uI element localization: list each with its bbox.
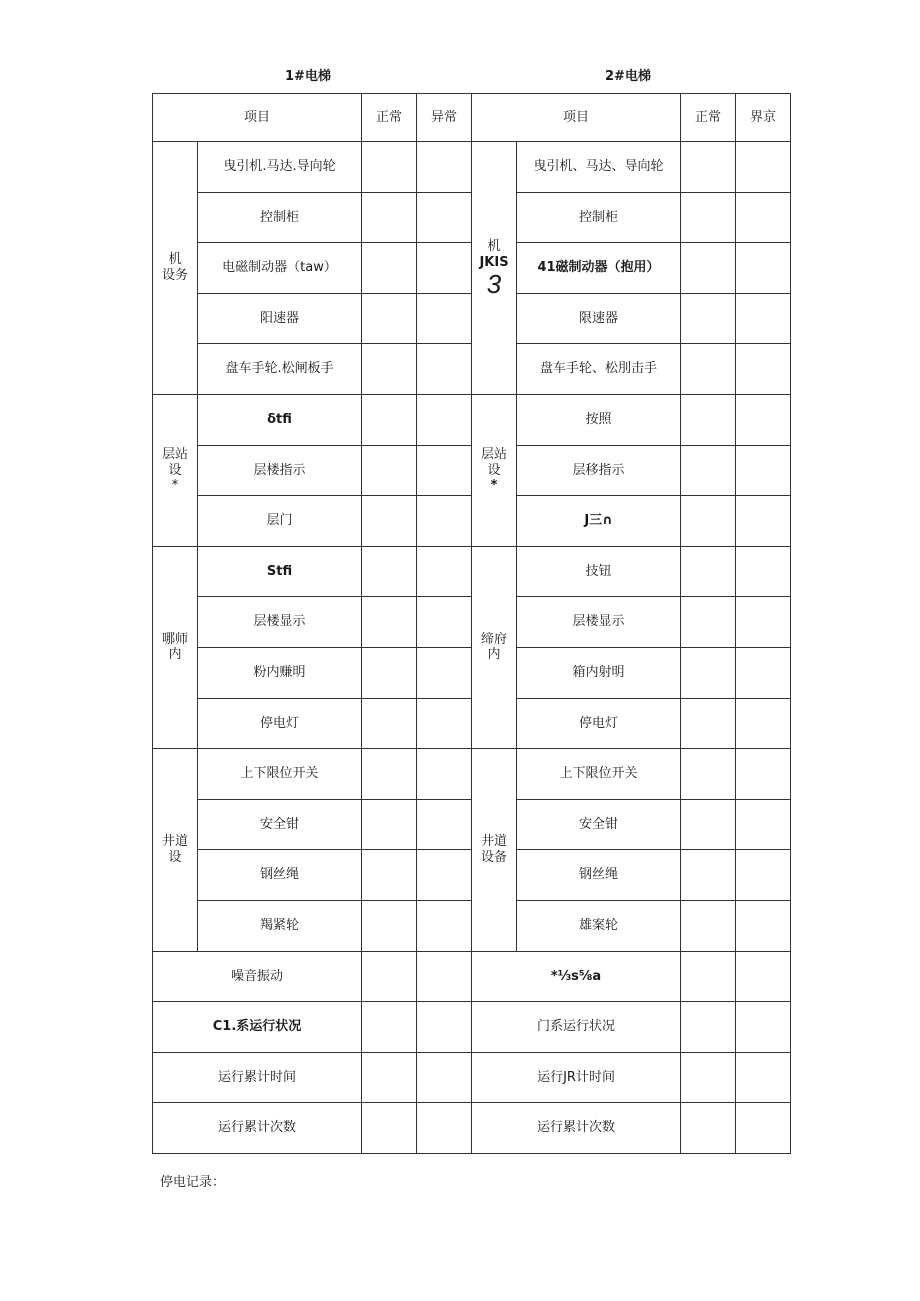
wide-item-right: *⅓s⅝a — [472, 951, 681, 1002]
check-normal-left[interactable] — [362, 394, 417, 445]
check-normal-left[interactable] — [362, 647, 417, 698]
check-abnormal-right[interactable] — [736, 546, 791, 597]
check-abnormal-right[interactable] — [736, 951, 791, 1002]
category-car-left: 哪师 内 — [153, 546, 198, 748]
check-normal-right[interactable] — [681, 749, 736, 800]
check-normal-left[interactable] — [362, 142, 417, 193]
check-abnormal-left[interactable] — [417, 647, 472, 698]
item-left: 停电灯 — [198, 698, 362, 749]
check-abnormal-left[interactable] — [417, 394, 472, 445]
category-machine-right: 机 JKIS 3 — [472, 142, 517, 395]
check-normal-right[interactable] — [681, 1103, 736, 1154]
check-abnormal-right[interactable] — [736, 142, 791, 193]
header-normal-left: 正常 — [362, 94, 417, 142]
check-abnormal-left[interactable] — [417, 344, 472, 395]
category-landing-right: 层站 设 * — [472, 394, 517, 546]
item-left: 羯紧轮 — [198, 900, 362, 951]
check-abnormal-right[interactable] — [736, 1052, 791, 1103]
check-normal-right[interactable] — [681, 344, 736, 395]
check-normal-left[interactable] — [362, 496, 417, 547]
item-left: 阳速器 — [198, 293, 362, 344]
power-outage-record-label: 停电记录： — [160, 1175, 226, 1190]
check-abnormal-left[interactable] — [417, 597, 472, 648]
check-normal-left[interactable] — [362, 900, 417, 951]
wide-item-left: 运行累计次数 — [153, 1103, 362, 1154]
header-row — [153, 94, 791, 142]
item-right: 限速器 — [517, 293, 681, 344]
check-normal-right[interactable] — [681, 394, 736, 445]
check-abnormal-left[interactable] — [417, 192, 472, 243]
check-abnormal-right[interactable] — [736, 344, 791, 395]
check-normal-right[interactable] — [681, 597, 736, 648]
check-abnormal-left[interactable] — [417, 900, 472, 951]
check-normal-left[interactable] — [362, 1002, 417, 1053]
check-abnormal-right[interactable] — [736, 597, 791, 648]
item-left: 层楼指示 — [198, 445, 362, 496]
item-right: 钢丝绳 — [517, 850, 681, 901]
check-abnormal-right[interactable] — [736, 293, 791, 344]
check-normal-left[interactable] — [362, 850, 417, 901]
check-abnormal-right[interactable] — [736, 749, 791, 800]
check-abnormal-right[interactable] — [736, 900, 791, 951]
check-normal-right[interactable] — [681, 1052, 736, 1103]
check-normal-right[interactable] — [681, 496, 736, 547]
item-right: 雄案轮 — [517, 900, 681, 951]
category-car-right: 缔府 内 — [472, 546, 517, 748]
check-abnormal-right[interactable] — [736, 496, 791, 547]
check-normal-right[interactable] — [681, 850, 736, 901]
wide-item-right: 运行JR计时间 — [472, 1052, 681, 1103]
check-normal-right[interactable] — [681, 698, 736, 749]
check-abnormal-left[interactable] — [417, 293, 472, 344]
check-normal-left[interactable] — [362, 749, 417, 800]
item-left: 曳引机.马达.导向轮 — [198, 142, 362, 193]
check-abnormal-right[interactable] — [736, 799, 791, 850]
wide-item-left: C1.系运行状况 — [153, 1002, 362, 1053]
check-normal-left[interactable] — [362, 799, 417, 850]
check-abnormal-left[interactable] — [417, 850, 472, 901]
table-row — [153, 951, 791, 1002]
item-left: 盘车手轮.松闸板手 — [198, 344, 362, 395]
table-row — [153, 749, 791, 800]
check-abnormal-left[interactable] — [417, 1103, 472, 1154]
item-right: 箱内射明 — [517, 647, 681, 698]
item-right: 41磁制动器（抱用） — [517, 243, 681, 294]
check-normal-right[interactable] — [681, 647, 736, 698]
check-normal-left[interactable] — [362, 243, 417, 294]
category-shaft-right: 井道 设备 — [472, 749, 517, 951]
item-right: 按照 — [517, 394, 681, 445]
item-right: 层移指示 — [517, 445, 681, 496]
category-landing-left: 层站 设 * — [153, 394, 198, 546]
item-right: J三∩ — [517, 496, 681, 547]
check-abnormal-right[interactable] — [736, 1002, 791, 1053]
item-left: δtfi — [198, 394, 362, 445]
check-normal-left[interactable] — [362, 698, 417, 749]
check-abnormal-left[interactable] — [417, 546, 472, 597]
check-abnormal-left[interactable] — [417, 243, 472, 294]
inspection-table — [152, 93, 791, 1154]
table-row — [153, 394, 791, 445]
elevator-1-title: 1#电梯 — [285, 69, 331, 84]
check-normal-left[interactable] — [362, 546, 417, 597]
check-normal-right[interactable] — [681, 951, 736, 1002]
item-left: 上下限位开关 — [198, 749, 362, 800]
check-abnormal-right[interactable] — [736, 647, 791, 698]
check-abnormal-left[interactable] — [417, 1052, 472, 1103]
check-abnormal-right[interactable] — [736, 394, 791, 445]
header-normal-right: 正常 — [681, 94, 736, 142]
check-normal-right[interactable] — [681, 900, 736, 951]
check-abnormal-left[interactable] — [417, 1002, 472, 1053]
check-normal-left[interactable] — [362, 293, 417, 344]
check-abnormal-left[interactable] — [417, 951, 472, 1002]
check-abnormal-right[interactable] — [736, 1103, 791, 1154]
item-right: 曳引机、马达、导向轮 — [517, 142, 681, 193]
check-normal-left[interactable] — [362, 344, 417, 395]
check-normal-left[interactable] — [362, 1103, 417, 1154]
wide-item-left: 噪音振动 — [153, 951, 362, 1002]
item-right: 盘车手轮、松刖击手 — [517, 344, 681, 395]
table-row — [153, 1103, 791, 1154]
category-machine-left: 机 设务 — [153, 142, 198, 395]
check-normal-left[interactable] — [362, 951, 417, 1002]
check-normal-left[interactable] — [362, 597, 417, 648]
item-left: 层楼显示 — [198, 597, 362, 648]
item-left: Stfi — [198, 546, 362, 597]
item-right: 层楼显示 — [517, 597, 681, 648]
check-abnormal-right[interactable] — [736, 445, 791, 496]
table-row — [153, 142, 791, 193]
table-row — [153, 1002, 791, 1053]
item-left: 钢丝绳 — [198, 850, 362, 901]
item-right: 技钮 — [517, 546, 681, 597]
item-left: 安全钳 — [198, 799, 362, 850]
check-abnormal-left[interactable] — [417, 799, 472, 850]
check-normal-right[interactable] — [681, 445, 736, 496]
check-normal-left[interactable] — [362, 192, 417, 243]
elevator-2-title: 2#电梯 — [605, 69, 651, 84]
category-shaft-left: 井道 设 — [153, 749, 198, 951]
check-normal-right[interactable] — [681, 142, 736, 193]
header-item-left: 项目 — [153, 94, 362, 142]
check-normal-right[interactable] — [681, 799, 736, 850]
check-normal-right[interactable] — [681, 192, 736, 243]
check-abnormal-left[interactable] — [417, 445, 472, 496]
header-item-right: 项目 — [472, 94, 681, 142]
header-abnormal-right: 界京 — [736, 94, 791, 142]
wide-item-left: 运行累计时间 — [153, 1052, 362, 1103]
check-normal-right[interactable] — [681, 1002, 736, 1053]
check-abnormal-left[interactable] — [417, 142, 472, 193]
check-normal-left[interactable] — [362, 1052, 417, 1103]
wide-item-right: 运行累计次数 — [472, 1103, 681, 1154]
table-row — [153, 1052, 791, 1103]
item-left: 电磁制动器（taw） — [198, 243, 362, 294]
check-abnormal-left[interactable] — [417, 749, 472, 800]
check-normal-right[interactable] — [681, 546, 736, 597]
check-abnormal-right[interactable] — [736, 243, 791, 294]
check-abnormal-right[interactable] — [736, 192, 791, 243]
check-abnormal-left[interactable] — [417, 698, 472, 749]
item-left: 层门 — [198, 496, 362, 547]
item-right: 上下限位开关 — [517, 749, 681, 800]
item-right: 安全钳 — [517, 799, 681, 850]
item-right: 控制柜 — [517, 192, 681, 243]
check-abnormal-right[interactable] — [736, 850, 791, 901]
check-normal-right[interactable] — [681, 243, 736, 294]
header-abnormal-left: 异常 — [417, 94, 472, 142]
check-abnormal-right[interactable] — [736, 698, 791, 749]
item-left: 控制柜 — [198, 192, 362, 243]
table-row — [153, 546, 791, 597]
check-normal-left[interactable] — [362, 445, 417, 496]
item-left: 粉内赚明 — [198, 647, 362, 698]
check-abnormal-left[interactable] — [417, 496, 472, 547]
check-normal-right[interactable] — [681, 293, 736, 344]
item-right: 停电灯 — [517, 698, 681, 749]
wide-item-right: 门系运行状况 — [472, 1002, 681, 1053]
